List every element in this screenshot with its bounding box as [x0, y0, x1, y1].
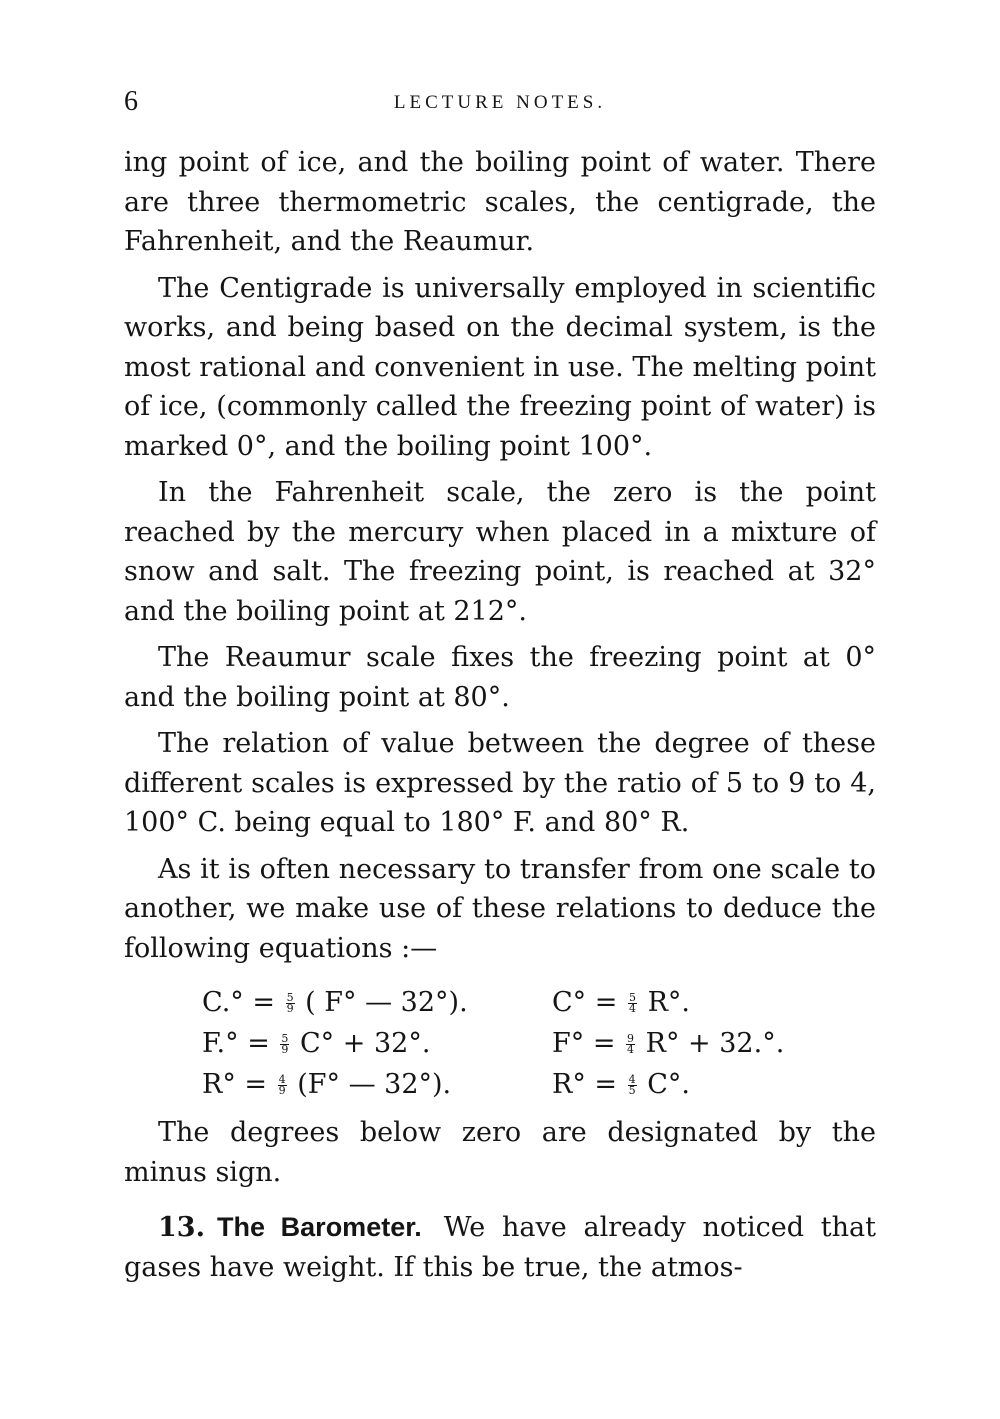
- section-title: The Barometer.: [216, 1212, 422, 1242]
- equation-block: [202, 982, 876, 1105]
- paragraph-fahrenheit: In the Fahrenheit scale, the zero is the point reached by the mercury when placed in a mixture of snow and salt. The freezing point, is reached at 32° and the boiling point at 212°.: [124, 477, 876, 627]
- paragraph-barometer: [124, 1208, 876, 1287]
- paragraph-continuation: ing point of ice, and the boiling point of water. There are three thermometric scales, the centigrade, the Fahrenheit, and the Reaumur.: [124, 147, 876, 257]
- fraction: $\frac{5}{9}$: [281, 1032, 289, 1056]
- fraction: $\frac{4}{9}$: [278, 1073, 286, 1097]
- section-text: We have already noticed that gases have weight. If this be true, the atmos-: [124, 1212, 876, 1283]
- paragraph-relation: The relation of value between the degree of these different scales is expressed by the ratio of 5 to 9 to 4, 100° C. being equal to 180° F. and 80° R.: [124, 728, 876, 838]
- fraction: $\frac{4}{5}$: [628, 1073, 636, 1097]
- paragraph-below-zero: The degrees below zero are designated by the minus sign.: [124, 1117, 876, 1188]
- page-header: [124, 80, 876, 120]
- equation-reaumur-from-celsius: R° = $\frac{4}{5}$ C°.: [552, 1069, 690, 1100]
- page: [124, 80, 876, 1287]
- equation-celsius-from-reaumur: C° = $\frac{5}{4}$ R°.: [552, 987, 690, 1018]
- equation-celsius-from-fahrenheit: C.° = $\frac{5}{9}$ ( F° — 32°).: [202, 987, 468, 1018]
- page-number: 6: [124, 86, 138, 117]
- equation-row: [202, 982, 876, 1023]
- equation-fahrenheit-from-celsius: F.° = $\frac{5}{9}$ C° + 32°.: [202, 1028, 431, 1059]
- running-head: LECTURE NOTES.: [393, 92, 607, 113]
- paragraph-transfer: As it is often necessary to transfer from one scale to another, we make use of these relations to deduce the following equations :—: [124, 853, 876, 964]
- equation-row: [202, 1064, 876, 1105]
- paragraph-reaumur: The Reaumur scale fixes the freezing point at 0° and the boiling point at 80°.: [124, 642, 876, 713]
- fraction: $\frac{5}{9}$: [286, 991, 294, 1015]
- equation-reaumur-from-fahrenheit: R° = $\frac{4}{9}$ (F° — 32°).: [202, 1069, 452, 1100]
- fraction: $\frac{9}{4}$: [627, 1032, 635, 1056]
- section-number: 13.: [158, 1212, 205, 1243]
- paragraph-centigrade: The Centigrade is universally employed in scientific works, and being based on the decimal system, is the most rational and convenient in use. The melting point of ice, (commonly called the freezing point of water) is marked 0°, and the boiling point 100°.: [124, 272, 876, 462]
- equation-fahrenheit-from-reaumur: F° = $\frac{9}{4}$ R° + 32.°.: [552, 1028, 785, 1059]
- fraction: $\frac{5}{4}$: [628, 991, 636, 1015]
- equation-row: [202, 1023, 876, 1064]
